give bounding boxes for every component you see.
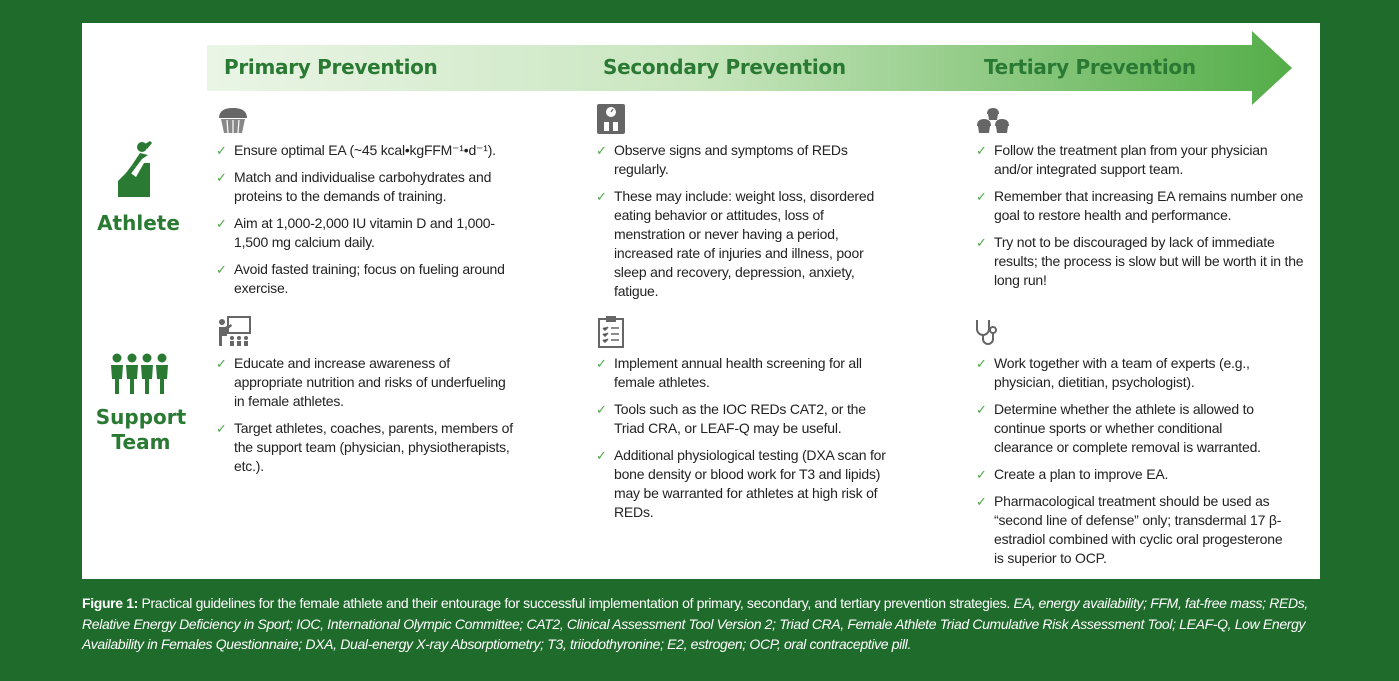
- clipboard-checklist-icon: [598, 316, 624, 348]
- stethoscope-icon: [974, 318, 998, 346]
- bullet-item: [594, 141, 894, 179]
- bullet-item: [974, 354, 1284, 392]
- phase-secondary: Secondary Prevention: [603, 55, 846, 79]
- check-icon: ✓: [976, 235, 987, 250]
- muffins-icon: [975, 107, 1011, 133]
- bullet-text: Educate and increase awareness of appropriate nutrition and risks of underfueling in female athletes.: [234, 355, 506, 409]
- bullet-text: Additional physiological testing (DXA scan for bone density or blood work for T3 and lipids) may be warranted for athletes at high risk of REDs.: [614, 447, 886, 520]
- caption-text: Practical guidelines for the female athlete and their entourage for successful implementation of primary, secondary, and tertiary prevention strategies.: [137, 595, 1014, 611]
- bullet-text: These may include: weight loss, disordered eating behavior or attitudes, loss of menstration or never having a period, increased rate of injuries and illness, poor sleep and recovery, depression, anxiety, fatigue.: [614, 188, 875, 299]
- bullet-text: Remember that increasing EA remains number one goal to restore health and performance.: [994, 188, 1304, 223]
- cell-support-tertiary: [974, 354, 1284, 576]
- check-icon: ✓: [976, 356, 987, 371]
- bullet-text: Tools such as the IOC REDs CAT2, or the Triad CRA, or LEAF-Q may be useful.: [614, 401, 866, 436]
- bullet-item: [974, 400, 1284, 457]
- muffin-icon: [216, 106, 250, 134]
- check-icon: ✓: [976, 402, 987, 417]
- bullet-item: [974, 141, 1304, 179]
- check-icon: ✓: [976, 467, 987, 482]
- phase-primary: Primary Prevention: [224, 55, 438, 79]
- check-icon: ✓: [596, 402, 607, 417]
- check-icon: ✓: [596, 189, 607, 204]
- check-icon: ✓: [976, 189, 987, 204]
- cell-athlete-secondary: [594, 141, 894, 309]
- climber-icon: [114, 141, 154, 199]
- check-icon: ✓: [216, 356, 227, 371]
- bullet-item: [214, 214, 524, 252]
- bullet-text: Create a plan to improve EA.: [994, 466, 1169, 482]
- cell-support-secondary: [594, 354, 894, 530]
- check-icon: ✓: [976, 494, 987, 509]
- bullet-item: [214, 260, 524, 298]
- phase-tertiary: Tertiary Prevention: [984, 55, 1196, 79]
- row-label-support-team: Support Team: [95, 405, 187, 454]
- bullet-text: Follow the treatment plan from your physician and/or integrated support team.: [994, 142, 1268, 177]
- bullet-text: Ensure optimal EA (~45 kcal•kgFFM⁻¹•d⁻¹).: [234, 142, 496, 158]
- cell-athlete-tertiary: [974, 141, 1304, 298]
- scale-icon: [596, 103, 626, 135]
- cell-athlete-primary: [214, 141, 524, 306]
- check-icon: ✓: [216, 143, 227, 158]
- bullet-item: [214, 419, 514, 476]
- check-icon: ✓: [976, 143, 987, 158]
- caption-abbreviations: EA, energy availability; FFM, fat-free mass; REDs, Relative Energy Deficiency in Sport; IOC, International Olympic Committee; CAT2, Clinical Assessment Tool Version 2; Triad CRA, Female Athlete Triad Cumulative Risk Assessment Tool; LEAF-Q, Low Energy Availability in Females Questionnaire; DXA, Dual-energy X-ray Absorptiometry; T3, triiodothyronine; E2, estrogen; OCP, oral contraceptive pill.: [82, 595, 1308, 652]
- bullet-text: Try not to be discouraged by lack of immediate results; the process is slow but will be worth it in the long run!: [994, 234, 1304, 288]
- check-icon: ✓: [216, 216, 227, 231]
- bullet-item: [594, 446, 894, 522]
- bullet-item: [974, 187, 1304, 225]
- figure-caption: [82, 593, 1327, 655]
- bullet-text: Determine whether the athlete is allowed to continue sports or whether conditional clearance or complete removal is warranted.: [994, 401, 1261, 455]
- check-icon: ✓: [596, 143, 607, 158]
- bullet-item: [594, 187, 894, 301]
- figure-panel: [82, 23, 1320, 579]
- bullet-text: Implement annual health screening for all female athletes.: [614, 355, 862, 390]
- bullet-text: Match and individualise carbohydrates and proteins to the demands of training.: [234, 169, 492, 204]
- bullet-item: [214, 168, 524, 206]
- cell-support-primary: [214, 354, 514, 484]
- bullet-text: Avoid fasted training; focus on fueling around exercise.: [234, 261, 505, 296]
- bullet-item: [594, 400, 894, 438]
- teacher-board-icon: [216, 316, 252, 346]
- bullet-item: [214, 354, 514, 411]
- bullet-text: Work together with a team of experts (e.g., physician, dietitian, psychologist).: [994, 355, 1250, 390]
- bullet-item: [214, 141, 524, 160]
- bullet-item: [974, 492, 1284, 568]
- bullet-text: Target athletes, coaches, parents, members of the support team (physician, physiotherapists, etc.).: [234, 420, 513, 474]
- check-icon: ✓: [596, 448, 607, 463]
- group-of-people-icon: [110, 353, 170, 395]
- check-icon: ✓: [216, 421, 227, 436]
- check-icon: ✓: [216, 262, 227, 277]
- check-icon: ✓: [596, 356, 607, 371]
- caption-label: Figure 1:: [82, 595, 138, 611]
- bullet-text: Observe signs and symptoms of REDs regularly.: [614, 142, 848, 177]
- bullet-item: [974, 233, 1304, 290]
- bullet-text: Aim at 1,000-2,000 IU vitamin D and 1,000-1,500 mg calcium daily.: [234, 215, 495, 250]
- bullet-item: [594, 354, 894, 392]
- bullet-text: Pharmacological treatment should be used as “second line of defense” only; transdermal 17 β-estradiol combined with cyclic oral progesterone is superior to OCP.: [994, 493, 1283, 566]
- check-icon: ✓: [216, 170, 227, 185]
- row-label-athlete: Athlete: [97, 211, 180, 235]
- bullet-item: [974, 465, 1284, 484]
